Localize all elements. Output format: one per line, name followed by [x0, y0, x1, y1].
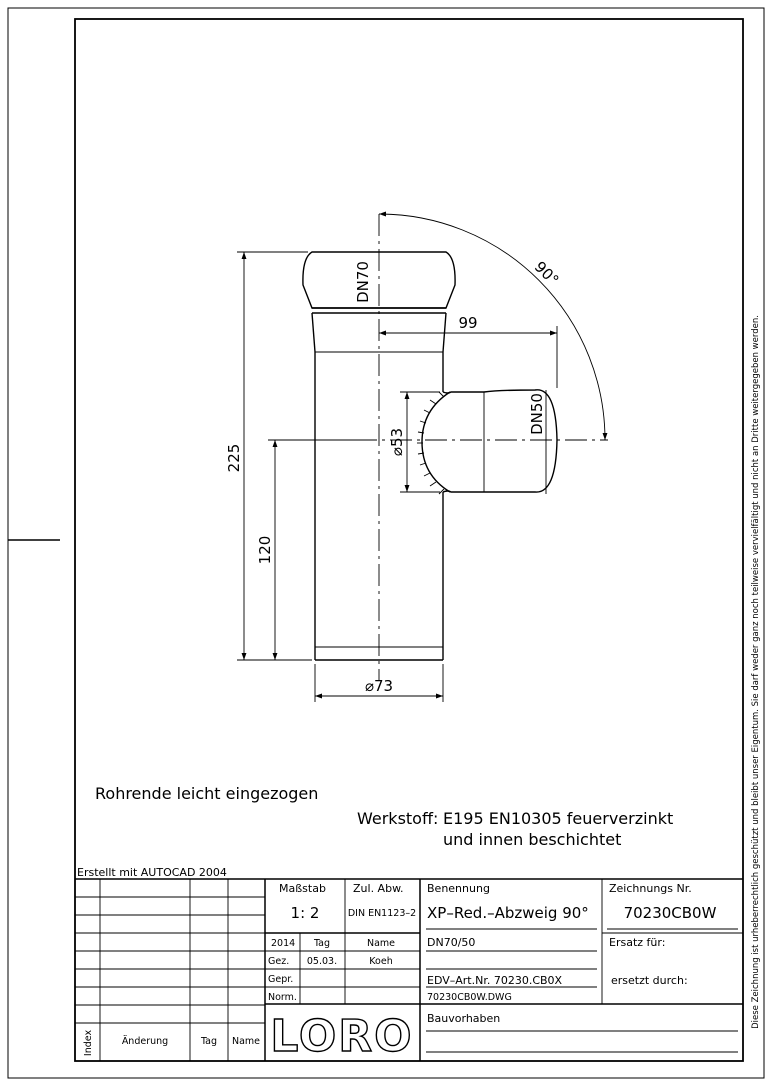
- dwg-filename: 70230CB0W.DWG: [427, 992, 512, 1003]
- replacement-for-label: Ersatz für:: [609, 936, 666, 949]
- drawn-date-value: 05.03.: [306, 956, 338, 967]
- drawing-number-value: 70230CB0W: [623, 904, 717, 922]
- date-column-label: Tag: [313, 938, 331, 949]
- main-diameter-label: ⌀73: [364, 677, 394, 695]
- tolerance-value: DIN EN1123–2: [347, 908, 417, 919]
- revision-table: [83, 1030, 260, 1057]
- name-value: XP–Red.–Abzweig 90°: [427, 904, 589, 922]
- replaced-by-label: ersetzt durch:: [611, 974, 688, 987]
- drawn-by-name: Koeh: [369, 956, 393, 967]
- dn50-label: DN50: [528, 393, 546, 435]
- revision-index-header: Index: [83, 1029, 94, 1057]
- tolerance-label: Zul. Abw.: [353, 882, 404, 895]
- copyright-note: Diese Zeichnung ist urheberrechtlich geschützt und bleibt unser Eigentum. Sie darf weder ganz noch teilweise vervielfältigt und nicht an Dritte weitergegeben werden.: [751, 315, 761, 1029]
- size-value: DN70/50: [427, 936, 476, 949]
- norm-label: Norm.: [268, 992, 297, 1003]
- material-line-1: E195 EN10305 feuerverzinkt: [443, 809, 674, 828]
- year-value: 2014: [271, 938, 296, 949]
- total-length-label: 225: [225, 443, 243, 473]
- angle-label: 90°: [530, 257, 563, 290]
- project-label: Bauvorhaben: [427, 1012, 501, 1025]
- loro-logo: [270, 1011, 413, 1062]
- material-line-2: und innen beschichtet: [443, 830, 622, 849]
- scale-label: Maßstab: [279, 882, 326, 895]
- created-with-note: Erstellt mit AUTOCAD 2004: [77, 866, 227, 879]
- dn70-label: DN70: [354, 261, 372, 303]
- edv-number: EDV–Art.Nr. 70230.CB0X: [427, 974, 563, 987]
- dimension-labels: [225, 258, 562, 695]
- revision-day-header: Tag: [200, 1036, 218, 1047]
- checked-label: Gepr.: [268, 974, 294, 985]
- scale-value: 1: 2: [290, 904, 320, 922]
- revision-change-header: Änderung: [121, 1036, 169, 1047]
- drawn-by-label: Gez.: [268, 956, 290, 967]
- offset-label: 99: [458, 314, 478, 332]
- material-label: Werkstoff:: [357, 809, 439, 828]
- name-column-label: Name: [366, 938, 396, 949]
- name-label: Benennung: [427, 882, 490, 895]
- logo-text: LORO: [270, 1011, 414, 1062]
- pipe-end-note: Rohrende leicht eingezogen: [95, 784, 319, 803]
- drawing-number-label: Zeichnungs Nr.: [609, 882, 692, 895]
- branch-diameter-label: ⌀53: [388, 427, 406, 457]
- notes: [77, 784, 673, 879]
- revision-name-header: Name: [231, 1036, 261, 1047]
- tee-drawing: [303, 252, 557, 660]
- branch-height-label: 120: [256, 535, 274, 565]
